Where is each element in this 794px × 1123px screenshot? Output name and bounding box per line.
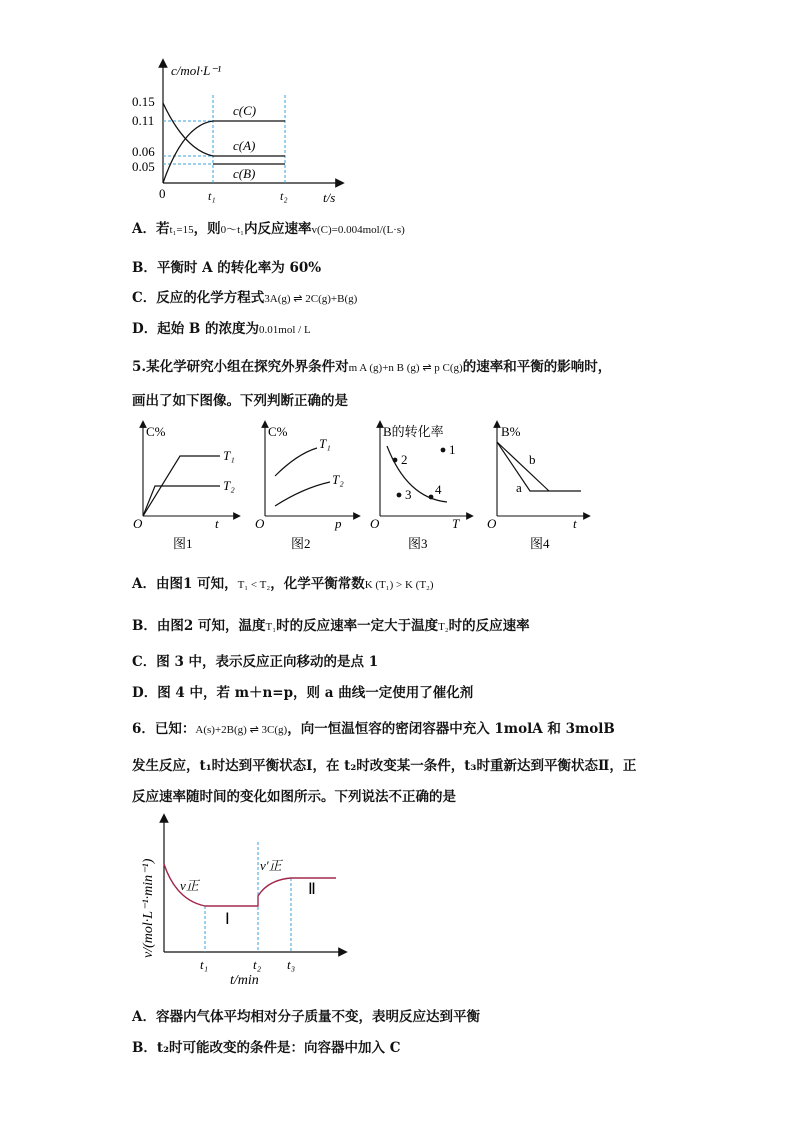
q4-option-a — [132, 217, 405, 237]
figure-1 — [133, 424, 237, 551]
y-axis-label: v/(mol·L⁻¹·min⁻¹) — [141, 858, 156, 958]
caption: 图4 — [530, 536, 550, 551]
origin-label: 0 — [159, 186, 166, 201]
x-tick-label: t₁ — [208, 189, 216, 203]
y-axis-label: B的转化率 — [383, 424, 444, 439]
option-text: B．由图2 可知，温度 — [132, 618, 266, 634]
x-tick-label: t₃ — [287, 957, 296, 972]
stem-text: 5.某化学研究小组在探究外界条件对 — [132, 359, 349, 375]
math-inline: K (T₁) > K (T₂) — [364, 579, 434, 591]
q5-stem-line1 — [132, 355, 611, 375]
y-tick-label: 0.11 — [132, 113, 155, 128]
y-axis-label: C% — [146, 424, 166, 439]
q5-figures — [125, 418, 595, 558]
stem-text: 的速率和平衡的影响时， — [462, 359, 612, 375]
series-label: T₂ — [223, 478, 235, 493]
math-inline: m A (g)+n B (g) ⇌ p C(g) — [348, 362, 463, 374]
region-label: Ⅱ — [308, 881, 316, 898]
series-label: b — [529, 452, 536, 467]
origin-label: O — [370, 516, 380, 531]
q6-option-b: B．t₂时可能改变的条件是：向容器中加入 C — [132, 1040, 401, 1056]
math-inline: 0～t₁ — [220, 224, 244, 236]
option-text: D．起始 B 的浓度为 — [132, 321, 260, 337]
y-axis-label: B% — [501, 424, 521, 439]
math-inline: v(C)=0.004mol/(L·s) — [311, 224, 405, 236]
stem-text: ，向一恒温恒容的密闭容器中充入 1molA 和 3molB — [287, 721, 615, 737]
curve-a — [163, 103, 285, 156]
math-inline: t₁=15 — [169, 224, 194, 236]
q5-option-c: C．图 3 中，表示反应正向移动的是点 1 — [132, 654, 379, 670]
figure-3 — [370, 424, 470, 551]
curve-label: v′正 — [260, 858, 282, 873]
x-axis-label: t/s — [323, 190, 336, 205]
math-inline: T₁ — [265, 621, 277, 633]
figure-4 — [487, 424, 587, 551]
q4-option-b: B．平衡时 A 的转化率为 60% — [132, 260, 322, 276]
curve-label: v正 — [180, 878, 199, 893]
curve-c — [163, 121, 285, 183]
point-label: 2 — [401, 452, 408, 467]
q4-option-d — [132, 317, 311, 337]
option-text: 时的反应速率 — [448, 618, 530, 634]
x-tick-label: t₂ — [280, 189, 288, 203]
q5-option-b — [132, 614, 530, 634]
point-label: 1 — [449, 442, 456, 457]
origin-label: O — [255, 516, 265, 531]
series-label: T₁ — [319, 436, 331, 451]
q4-concentration-chart — [125, 55, 355, 215]
x-tick-label: t₂ — [253, 957, 262, 972]
math-inline: T₁ < T₂ — [237, 579, 271, 591]
x-axis-label: t/min — [230, 973, 259, 988]
q5-stem-line2: 画出了如下图像。下列判断正确的是 — [132, 393, 348, 409]
y-tick-label: 0.06 — [132, 144, 155, 159]
q6-stem-line2: 发生反应，t₁时达到平衡状态Ⅰ，在 t₂时改变某一条件，t₃时重新达到平衡状态Ⅱ，正 — [132, 758, 637, 774]
option-text: A．若 — [132, 221, 170, 237]
y-axis-label: c/mol·L⁻¹ — [171, 63, 222, 78]
series-label: a — [516, 480, 522, 495]
math-inline: T₂ — [438, 621, 449, 633]
region-label: Ⅰ — [225, 911, 230, 928]
option-text: 时的反应速率一定大于温度 — [276, 618, 439, 634]
stem-text: 6．已知： — [132, 721, 196, 737]
option-text: 内反应速率 — [244, 221, 312, 237]
math-inline: 0.01mol / L — [259, 324, 311, 336]
y-tick-label: 0.15 — [132, 94, 155, 109]
figure-2 — [255, 424, 357, 551]
math-inline: 3A(g) ⇌ 2C(g)+B(g) — [264, 293, 358, 305]
x-tick-label: t₁ — [200, 957, 209, 972]
q6-stem-line1 — [132, 717, 615, 737]
option-text: C．反应的化学方程式 — [132, 290, 265, 306]
origin-label: O — [487, 516, 497, 531]
caption: 图1 — [173, 536, 193, 551]
caption: 图3 — [408, 536, 428, 551]
x-axis-label: T — [452, 516, 460, 531]
q4-option-c — [132, 286, 357, 306]
series-label: T₁ — [223, 448, 235, 463]
series-label: T₂ — [332, 472, 344, 487]
q6-stem-line3: 反应速率随时间的变化如图所示。下列说法不正确的是 — [132, 789, 456, 805]
option-text: A．由图1 可知， — [132, 576, 238, 592]
q5-option-a — [132, 572, 434, 592]
curve-label: c(A) — [233, 138, 256, 153]
caption: 图2 — [291, 536, 311, 551]
option-text: ，化学平衡常数 — [270, 576, 365, 592]
point-label: 4 — [435, 482, 442, 497]
y-axis-label: C% — [268, 424, 288, 439]
origin-label: O — [133, 516, 143, 531]
q6-rate-chart — [128, 812, 348, 992]
x-axis-label: t — [215, 516, 219, 531]
math-inline: A(s)+2B(g) ⇌ 3C(g) — [195, 724, 288, 736]
y-tick-label: 0.05 — [132, 159, 155, 174]
curve-label: c(B) — [233, 166, 256, 181]
option-text: ，则 — [193, 221, 221, 237]
x-axis-label: t — [573, 516, 577, 531]
point-label: 3 — [405, 487, 412, 502]
x-axis-label: p — [335, 516, 342, 531]
q6-option-a: A．容器内气体平均相对分子质量不变，表明反应达到平衡 — [132, 1009, 480, 1025]
q5-option-d: D．图 4 中，若 m＋n=p，则 a 曲线一定使用了催化剂 — [132, 685, 474, 701]
curve-label: c(C) — [233, 103, 257, 118]
